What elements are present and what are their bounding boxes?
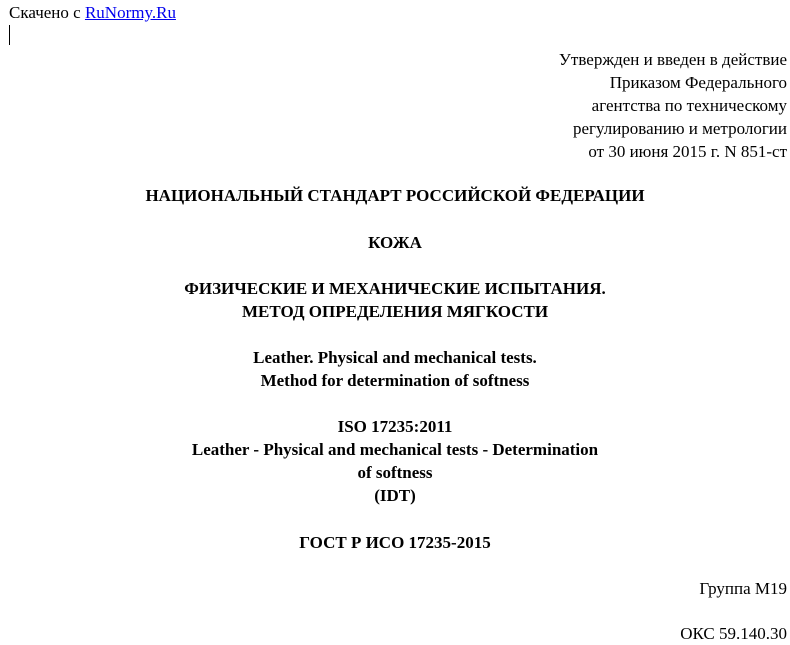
iso-title-line: (IDT) [374, 486, 416, 505]
tests-title-line: ФИЗИЧЕСКИЕ И МЕХАНИЧЕСКИЕ ИСПЫТАНИЯ. [184, 279, 606, 298]
source-line [9, 3, 176, 23]
source-prefix: Скачено с [9, 3, 85, 22]
tests-title [0, 277, 790, 323]
approval-line: Утвержден и введен в действие [558, 50, 787, 69]
english-title-line: Method for determination of softness [260, 371, 530, 390]
iso-title-line: ISO 17235:2011 [337, 417, 453, 436]
tests-title-line: МЕТОД ОПРЕДЕЛЕНИЯ МЯГКОСТИ [241, 302, 549, 321]
group-label: Группа М19 [699, 579, 787, 598]
source-link[interactable]: RuNormy.Ru [84, 3, 176, 22]
english-title [0, 346, 790, 392]
english-title-line: Leather. Physical and mechanical tests. [253, 348, 537, 367]
gost-designation-text: ГОСТ Р ИСО 17235-2015 [299, 533, 491, 552]
gost-designation [0, 531, 790, 554]
approval-line: Приказом Федерального [609, 73, 787, 92]
standard-title [0, 184, 790, 207]
approval-block [559, 48, 787, 163]
standard-title-text: НАЦИОНАЛЬНЫЙ СТАНДАРТ РОССИЙСКОЙ ФЕДЕРАЦИИ [145, 186, 645, 205]
approval-line: от 30 июня 2015 г. N 851-ст [588, 142, 787, 161]
iso-title-line: Leather - Physical and mechanical tests - Determination [191, 440, 599, 459]
oks-label: ОКС 59.140.30 [680, 624, 787, 643]
approval-line: агентства по техническому [591, 96, 787, 115]
subject-title [0, 231, 790, 254]
iso-title-line: of softness [357, 463, 433, 482]
text-cursor [9, 25, 10, 45]
approval-line: регулированию и метрологии [572, 119, 787, 138]
subject-title-text: КОЖА [368, 233, 422, 252]
iso-title [0, 415, 790, 507]
